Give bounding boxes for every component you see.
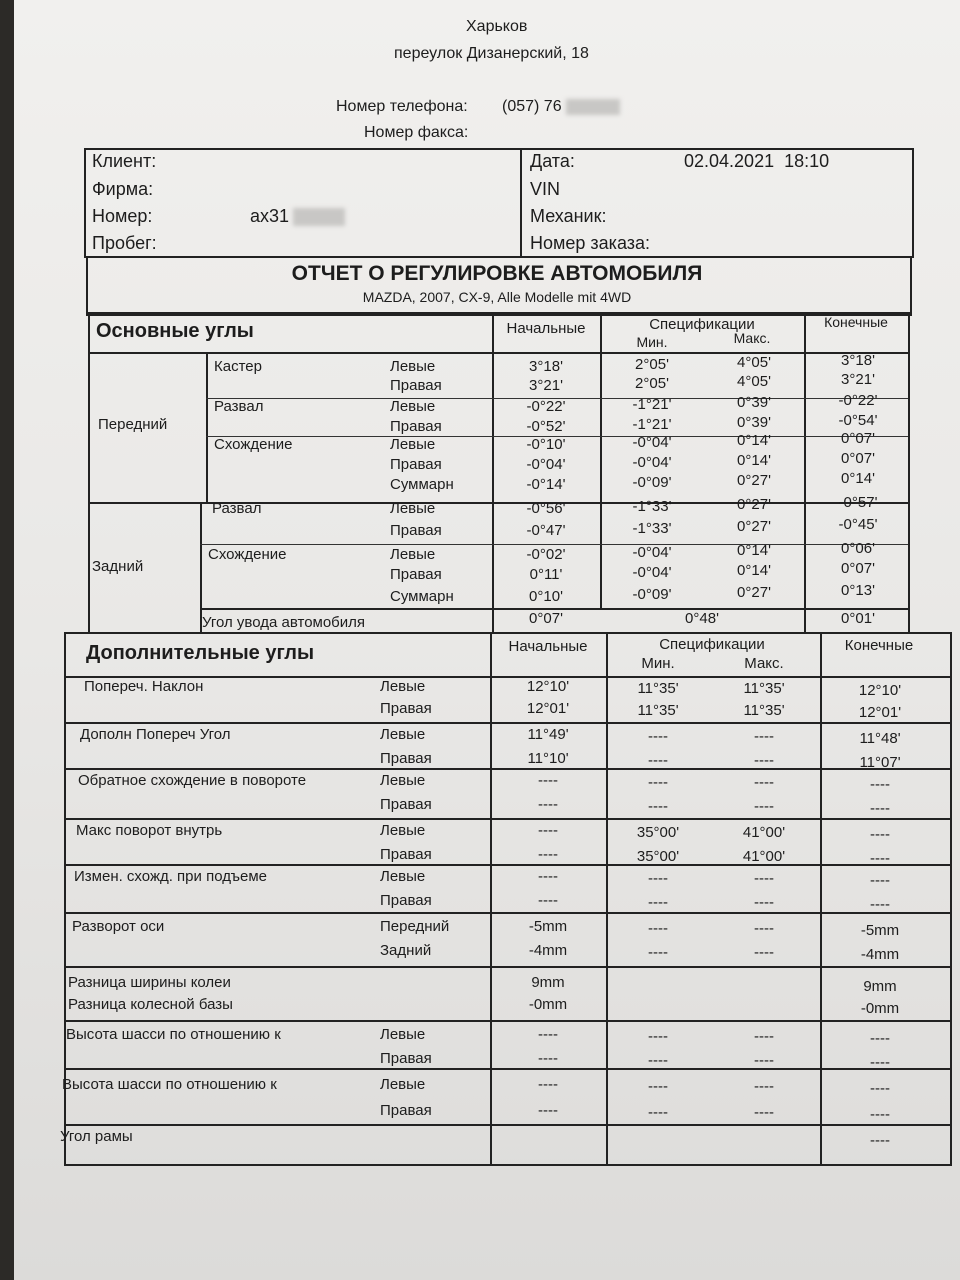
extra-col-final: Конечные [844, 637, 914, 654]
row-divider [64, 818, 950, 820]
main-spec-min: -1°21' [632, 396, 672, 413]
mileage-label: Пробег: [92, 233, 157, 253]
main-col-initial: Начальные [506, 320, 586, 337]
report-title: ОТЧЕТ О РЕГУЛИРОВКЕ АВТОМОБИЛЯ [291, 262, 703, 285]
client-label: Клиент: [92, 151, 157, 171]
extra-initial-value: 12°10' [526, 678, 570, 695]
extra-spec-min: ---- [648, 798, 668, 815]
extra-final-value: 12°01' [858, 704, 902, 721]
row-divider [64, 722, 950, 724]
main-spec-max: 0°14' [737, 432, 771, 449]
main-final-value: 0°07' [841, 430, 875, 447]
extra-spec-min: ---- [648, 894, 668, 911]
extra-spec-max: 41°00' [742, 848, 786, 865]
extra-initial-value: ---- [538, 796, 558, 813]
extra-side-label: Левые [380, 1076, 426, 1093]
extra-final-value: ---- [870, 1106, 890, 1123]
main-spec-min: -0°09' [632, 586, 672, 603]
extra-final-value: ---- [870, 1030, 890, 1047]
extra-final-value: ---- [870, 850, 890, 867]
main-final-value: 0°07' [841, 450, 875, 467]
extra-spec-max: ---- [754, 752, 774, 769]
main-initial-value: -0°02' [526, 546, 566, 563]
main-spec-min: -0°04' [632, 454, 672, 471]
main-spec-max: 0°39' [737, 394, 771, 411]
extra-final-value: ---- [870, 800, 890, 817]
extra-initial-value: ---- [538, 1050, 558, 1067]
extra-param-label: Разница ширины колеи [68, 974, 231, 991]
phone-label: Номер телефона: [336, 98, 468, 115]
vin-label: VIN [530, 179, 561, 199]
main-spec-min: -1°33' [632, 498, 672, 515]
main-initial-value: -0°56' [526, 500, 566, 517]
extra-final-value: 11°48' [859, 730, 901, 747]
row-divider [64, 1068, 950, 1070]
extra-final-value: 12°10' [858, 682, 902, 699]
order-label: Номер заказа: [530, 233, 651, 253]
extra-final-value: ---- [870, 1080, 890, 1097]
main-side-label: Правая [390, 418, 442, 435]
main-final-value: -0°22' [838, 392, 878, 409]
main-side-label: Суммарн [390, 476, 454, 493]
extra-spec-max: ---- [754, 920, 774, 937]
main-spec-max: 0°27' [737, 496, 771, 513]
extra-spec-max: ---- [754, 798, 774, 815]
extra-param-label: Дополн Попереч Угол [80, 726, 231, 743]
extra-initial-value: -0mm [528, 996, 568, 1013]
extra-spec-min: ---- [648, 1104, 668, 1121]
main-spec-max: 4°05' [737, 354, 771, 371]
extra-final-value: ---- [870, 1054, 890, 1071]
extra-spec-min: ---- [648, 1078, 668, 1095]
row-divider [64, 1124, 950, 1126]
main-spec-min: -1°33' [632, 520, 672, 537]
extra-final-value: ---- [870, 896, 890, 913]
main-initial-value: -0°47' [526, 522, 566, 539]
row-divider [64, 966, 950, 968]
main-final-value: -0°45' [838, 516, 878, 533]
extra-spec-max: ---- [754, 1104, 774, 1121]
extra-param-label: Разворот оси [72, 918, 165, 935]
extra-spec-min: 11°35' [637, 680, 679, 697]
extra-side-label: Задний [380, 942, 432, 959]
extra-param-label: Макс поворот внутрь [76, 822, 223, 839]
number-value: ax31 [250, 206, 345, 227]
extra-param-label: Разница колесной базы [68, 996, 233, 1013]
extra-initial-value: ---- [538, 822, 558, 839]
extra-initial-value: ---- [538, 892, 558, 909]
main-side-label: Правая [390, 456, 442, 473]
extra-spec-max: 41°00' [742, 824, 786, 841]
extra-col-min: Мин. [641, 655, 675, 672]
extra-initial-value: ---- [538, 868, 558, 885]
main-spec-max: 4°05' [737, 373, 771, 390]
extra-spec-max: 11°35' [743, 702, 785, 719]
extra-spec-max: 11°35' [743, 680, 785, 697]
extra-spec-max: ---- [754, 774, 774, 791]
main-spec-min: -1°21' [632, 416, 672, 433]
row-divider [64, 912, 950, 914]
extra-side-label: Правая [380, 796, 432, 813]
vehicle-info: MAZDA, 2007, CX-9, Alle Modelle mit 4WD [362, 289, 632, 305]
row-divider [64, 768, 950, 770]
extra-spec-min: ---- [648, 728, 668, 745]
extra-side-label: Левые [380, 772, 426, 789]
extra-initial-value: 11°10' [527, 750, 569, 767]
main-initial-value: -0°04' [526, 456, 566, 473]
main-final-value: 0°13' [841, 582, 875, 599]
main-initial-value: 0°10' [529, 588, 563, 605]
main-col-min: Мин. [636, 334, 668, 350]
extra-spec-max: ---- [754, 894, 774, 911]
extra-side-label: Правая [380, 1050, 432, 1067]
main-spec-min: -0°04' [632, 564, 672, 581]
extra-col-initial: Начальные [508, 638, 588, 655]
main-spec-max: 0°14' [737, 452, 771, 469]
main-final-value: 0°07' [841, 560, 875, 577]
extra-spec-min: 35°00' [636, 824, 680, 841]
extra-param-label: Высота шасси по отношению к [62, 1076, 277, 1093]
extra-spec-min: 11°35' [637, 702, 679, 719]
extra-spec-min: 35°00' [636, 848, 680, 865]
extra-param-label: Высота шасси по отношению к [66, 1026, 281, 1043]
extra-initial-value: 11°49' [527, 726, 569, 743]
thrust-spec: 0°48' [685, 610, 719, 627]
extra-spec-min: ---- [648, 1052, 668, 1069]
extra-final-value: ---- [870, 872, 890, 889]
extra-side-label: Левые [380, 726, 426, 743]
extra-angles-title: Дополнительные углы [86, 642, 315, 664]
extra-final-value: ---- [870, 776, 890, 793]
main-final-value: -0°57' [838, 494, 878, 511]
main-spec-max: 0°27' [737, 472, 771, 489]
extra-side-label: Правая [380, 750, 432, 767]
extra-side-label: Левые [380, 822, 426, 839]
extra-final-value: -0mm [860, 1000, 900, 1017]
main-initial-value: 3°18' [529, 358, 563, 375]
extra-spec-min: ---- [648, 752, 668, 769]
thrust-initial: 0°07' [529, 610, 563, 627]
mechanic-label: Механик: [530, 206, 607, 226]
extra-side-label: Левые [380, 1026, 426, 1043]
city: Харьков [466, 18, 528, 35]
extra-final-value: ---- [870, 1132, 890, 1149]
main-spec-max: 0°39' [737, 414, 771, 431]
main-col-final: Конечные [824, 314, 888, 330]
main-col-spec: Спецификации [649, 316, 755, 333]
main-spec-max: 0°27' [737, 518, 771, 535]
extra-initial-value: ---- [538, 1102, 558, 1119]
main-angles-title: Основные углы [96, 320, 254, 342]
firm-label: Фирма: [92, 179, 154, 199]
extra-spec-min: ---- [648, 870, 668, 887]
main-final-value: -0°54' [838, 412, 878, 429]
main-side-label: Правая [390, 377, 442, 394]
date-value: 02.04.2021 18:10 [684, 151, 830, 171]
main-param-label: Развал [212, 500, 262, 517]
main-param-label: Схождение [214, 436, 293, 453]
main-side-label: Левые [390, 500, 436, 517]
extra-spec-max: ---- [754, 870, 774, 887]
extra-side-label: Правая [380, 846, 432, 863]
date-label: Дата: [530, 151, 575, 171]
extra-spec-min: ---- [648, 920, 668, 937]
main-initial-value: -0°52' [526, 418, 566, 435]
extra-final-value: -5mm [860, 922, 900, 939]
extra-param-label: Измен. схожд. при подъеме [74, 868, 268, 885]
extra-initial-value: ---- [538, 846, 558, 863]
phone-value: (057) 76 [502, 98, 620, 116]
main-final-value: 0°06' [841, 540, 875, 557]
extra-side-label: Передний [380, 918, 450, 935]
main-spec-min: 2°05' [635, 356, 669, 373]
extra-spec-max: ---- [754, 1052, 774, 1069]
main-side-label: Правая [390, 566, 442, 583]
main-final-value: 3°18' [841, 352, 875, 369]
row-divider [64, 864, 950, 866]
extra-param-label: Угол рамы [60, 1128, 133, 1145]
extra-spec-max: ---- [754, 1028, 774, 1045]
extra-initial-value: -4mm [528, 942, 568, 959]
extra-initial-value: -5mm [528, 918, 568, 935]
extra-side-label: Правая [380, 700, 432, 717]
main-col-max: Макс. [733, 330, 771, 346]
extra-initial-value: ---- [538, 772, 558, 789]
extra-param-label: Обратное схождение в повороте [78, 772, 307, 789]
extra-spec-max: ---- [754, 1078, 774, 1095]
extra-param-label: Попереч. Наклон [84, 678, 204, 695]
main-initial-value: -0°14' [526, 476, 566, 493]
main-spec-max: 0°14' [737, 562, 771, 579]
extra-initial-value: 12°01' [526, 700, 570, 717]
extra-col-max: Макс. [744, 655, 784, 672]
extra-spec-min: ---- [648, 1028, 668, 1045]
main-spec-min: -0°04' [632, 434, 672, 451]
main-spec-min: -0°04' [632, 544, 672, 561]
extra-spec-min: ---- [648, 944, 668, 961]
main-side-label: Суммарн [390, 588, 454, 605]
main-spec-min: -0°09' [632, 474, 672, 491]
main-final-value: 3°21' [841, 371, 875, 388]
main-side-label: Левые [390, 398, 436, 415]
extra-spec-max: ---- [754, 944, 774, 961]
group-rear: Задний [92, 558, 144, 575]
extra-spec-max: ---- [754, 728, 774, 745]
thrust-final: 0°01' [841, 610, 875, 627]
main-spec-max: 0°14' [737, 542, 771, 559]
number-label: Номер: [92, 206, 153, 226]
extra-initial-value: ---- [538, 1076, 558, 1093]
row-divider [64, 1020, 950, 1022]
extra-col-spec: Спецификации [659, 636, 765, 653]
main-spec-min: 2°05' [635, 375, 669, 392]
extra-final-value: ---- [870, 826, 890, 843]
main-initial-value: 0°11' [529, 566, 563, 583]
extra-side-label: Левые [380, 678, 426, 695]
extra-final-value: 11°07' [859, 754, 901, 771]
main-side-label: Левые [390, 546, 436, 563]
extra-side-label: Правая [380, 1102, 432, 1119]
extra-final-value: -4mm [860, 946, 900, 963]
main-initial-value: -0°22' [526, 398, 566, 415]
extra-spec-min: ---- [648, 774, 668, 791]
main-param-label: Кастер [214, 358, 262, 375]
main-side-label: Левые [390, 358, 436, 375]
extra-final-value: 9mm [863, 978, 897, 995]
main-param-label: Схождение [208, 546, 287, 563]
main-final-value: 0°14' [841, 470, 875, 487]
main-initial-value: 3°21' [529, 377, 563, 394]
main-param-label: Развал [214, 398, 264, 415]
main-initial-value: -0°10' [526, 436, 566, 453]
extra-initial-value: ---- [538, 1026, 558, 1043]
thrust-label: Угол увода автомобиля [202, 614, 366, 631]
address: переулок Дизанерский, 18 [394, 45, 589, 62]
extra-initial-value: 9mm [531, 974, 565, 991]
extra-side-label: Левые [380, 868, 426, 885]
main-side-label: Правая [390, 522, 442, 539]
fax-label: Номер факса: [364, 124, 469, 141]
extra-side-label: Правая [380, 892, 432, 909]
main-spec-max: 0°27' [737, 584, 771, 601]
main-side-label: Левые [390, 436, 436, 453]
group-front: Передний [98, 416, 168, 433]
